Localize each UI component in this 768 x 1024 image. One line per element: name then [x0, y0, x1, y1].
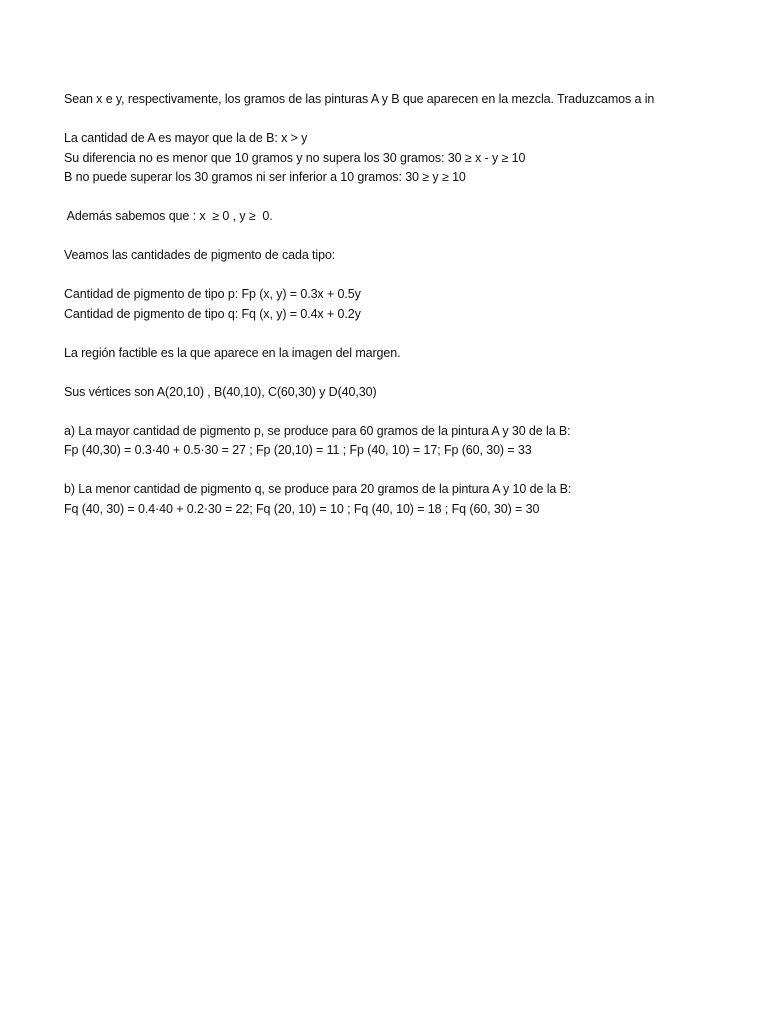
blank-line — [64, 110, 664, 130]
document-body — [64, 90, 664, 519]
blank-line — [64, 402, 664, 422]
vertices-line: Sus vértices son A(20,10) , B(40,10), C(60,30) y D(40,30) — [64, 384, 377, 399]
function-line: Cantidad de pigmento de tipo p: Fp (x, y) = 0.3x + 0.5y — [64, 287, 361, 301]
function-line: Cantidad de pigmento de tipo q: Fq (x, y) = 0.4x + 0.2y — [64, 306, 361, 321]
blank-line — [64, 227, 664, 247]
constraint-line: B no puede superar los 30 gramos ni ser inferior a 10 gramos: 30 ≥ y ≥ 10 — [64, 170, 466, 184]
text-line: La región factible es la que aparece en la imagen del margen. — [64, 345, 401, 360]
constraint-line: La cantidad de A es mayor que la de B: x > y — [64, 131, 308, 145]
blank-line — [64, 324, 664, 344]
answer-b-calc-line: Fq (40, 30) = 0.4·40 + 0.2·30 = 22; Fq (20, 10) = 10 ; Fq (40, 10) = 18 ; Fq (60, 30) = 30 — [64, 501, 540, 516]
constraint-line: Además sabemos que : x ≥ 0 , y ≥ 0. — [64, 209, 273, 223]
answer-a-calc-line: Fp (40,30) = 0.3·40 + 0.5·30 = 27 ; Fp (20,10) = 11 ; Fp (40, 10) = 17; Fp (60, 30) = 33 — [64, 443, 532, 457]
blank-line — [64, 461, 664, 481]
text-line: Veamos las cantidades de pigmento de cada tipo: — [64, 248, 336, 262]
answer-a-line: a) La mayor cantidad de pigmento p, se produce para 60 gramos de la pintura A y 30 de la B: — [64, 423, 571, 438]
blank-line — [64, 188, 664, 208]
constraint-line: Su diferencia no es menor que 10 gramos y no supera los 30 gramos: 30 ≥ x - y ≥ 10 — [64, 150, 526, 165]
intro-line: Sean x e y, respectivamente, los gramos de las pinturas A y B que aparecen en la mezcla. Traduzcamos a in — [64, 92, 655, 106]
blank-line — [64, 363, 664, 383]
blank-line — [64, 266, 664, 286]
answer-b-line: b) La menor cantidad de pigmento q, se produce para 20 gramos de la pintura A y 10 de la B: — [64, 482, 572, 496]
